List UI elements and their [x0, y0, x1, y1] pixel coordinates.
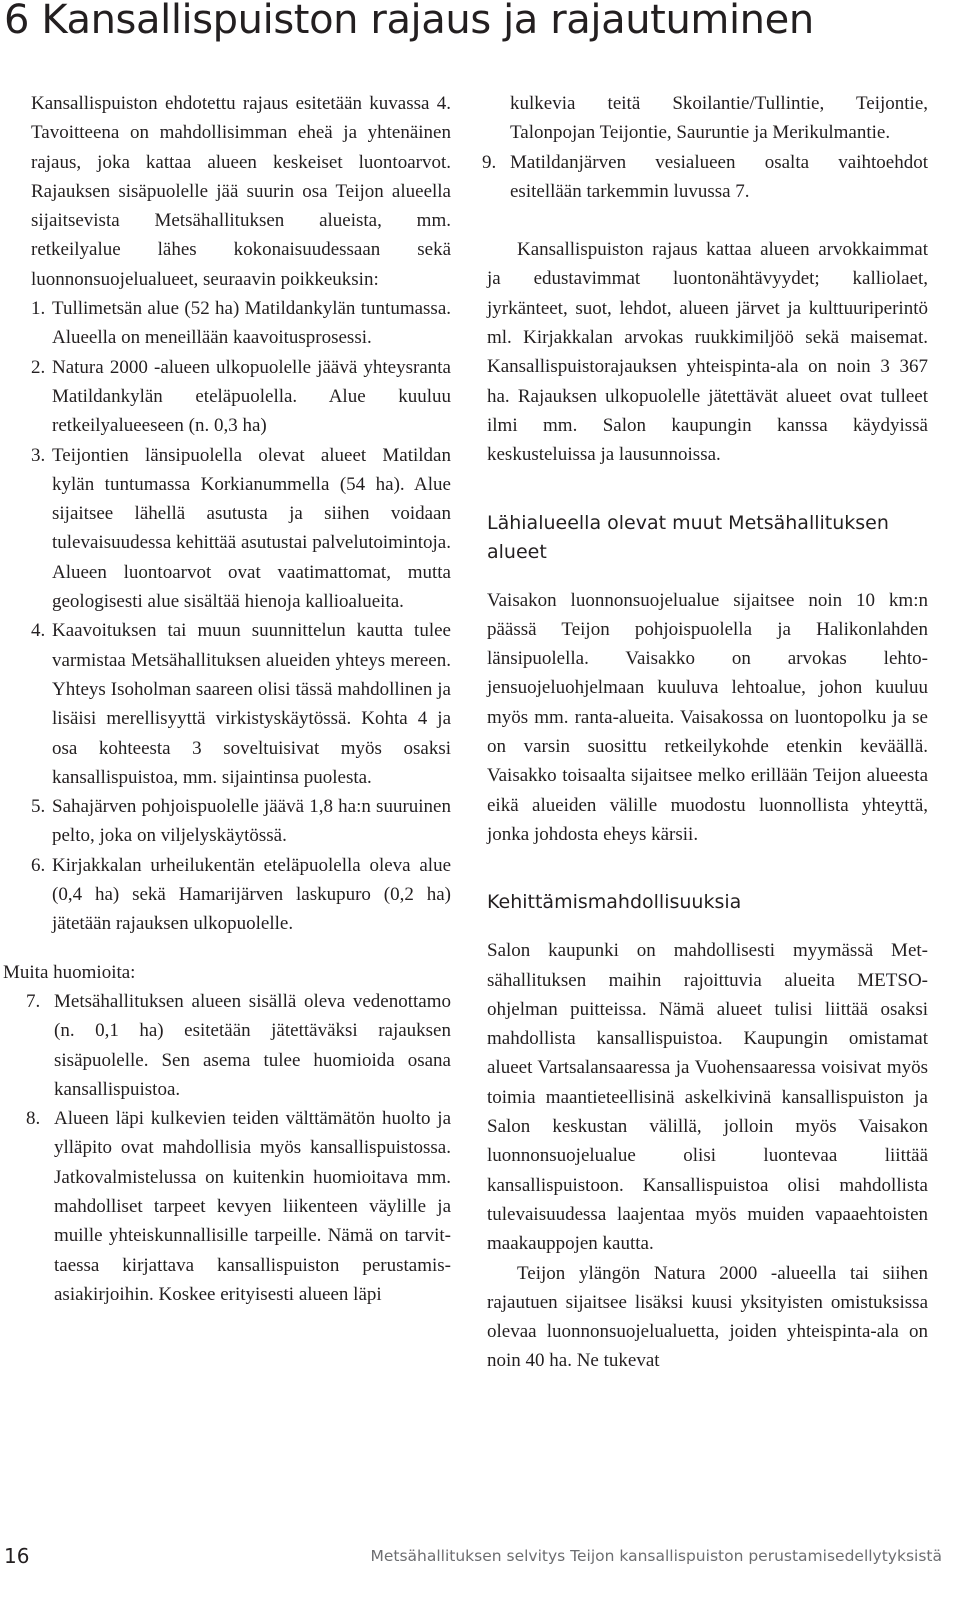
list-item: [26, 1104, 451, 1309]
list-item-number: 4.: [31, 620, 46, 642]
list-item: [31, 616, 451, 792]
other-notes-list: [26, 987, 451, 1309]
natura-paragraph: Teijon ylängön Natura 2000 -alueella tai siihen rajautuen sijaitsee lisäksi kuusi yksityisten omistuksissa olevaa luonnonsuojelualuetta, joiden yhteispinta-ala on noin 40 ha. Ne tukevat: [487, 1262, 928, 1372]
list-item-text: Tullimetsän alue (52 ha) Matildankylän tuntumassa. Alueella on meneillään kaavoitusprosessi.: [52, 298, 451, 349]
footer-divider: [0, 1538, 960, 1539]
list-item-text: Natura 2000 -alueen ulkopuolelle jäävä yhteysranta Matildankylän eteläpuolella. Alue kuuluu retkeilyalueeseen (n. 0,3 ha): [52, 356, 451, 437]
list-item-number: 2.: [31, 356, 46, 378]
list-item-text: Kaavoituksen tai muun suunnittelun kautta tulee varmistaa Metsähallituksen alueiden yhteys mereen. Yhteys Isoholman saareen olisi tässä mahdollinen ja lisäisi merellisyyttä virkistyskäytössä. Kohta 4 ja osa kohteesta 3 soveltuisivat myös osaksi kansallispuistoa, mm. sijaintinsa puolesta.: [52, 620, 451, 788]
section-heading-development: Kehittämismahdollisuuksia: [487, 891, 742, 914]
list-item-number: 9.: [482, 151, 497, 173]
list-item-text: Alueen läpi kulkevien teiden välttämätön huolto ja ylläpito ovat mahdollisia myös kansallispuistossa. Jatkovalmistelussa on kuitenkin huomioitava mm. mahdolliset tarpeet kevyen liikenteen väylille ja muille yhteiskunnallisille tarpeille. Nämä on tarvittaessa kirjattava kansallispuiston perustamisasiakirjoihin. Koskee erityisesti alueen läpi: [54, 1108, 451, 1305]
list-item: [31, 294, 451, 353]
list-item-continued: [487, 89, 928, 148]
list-item-number: 1.: [31, 298, 46, 320]
list-item-text: Matildanjärven vesialueen osalta vaihtoehdot esitellään tarkemmin luvussa 7.: [510, 151, 928, 202]
list-item-number: 8.: [26, 1108, 41, 1130]
development-paragraph: Salon kaupunki on mahdollisesti myymässä Metsähallituksen maihin rajoittuvia alueita METSO-ohjelman puitteissa. Nämä alueet tulisi liittää osaksi mahdollista kansallispuistoa. Kaupungin omistamat alueet Vartsalansaaressa ja Vuohensaaressa voisivat myös toimia maantieteellisinä askelkivinä kansallispuiston ja Salon keskustan välillä, jolloin myös Vaisakon luonnonsuojelualue olisi luontevaa liittää kansallispuistoon. Kansallispuistoa olisi mahdollista tulevaisuudessa laajentaa myös muiden vapaaehtoisten maakauppojen kautta.: [487, 940, 928, 1255]
right-column: [482, 89, 928, 1376]
boundary-paragraph: Kansallispuiston rajaus kattaa alueen arvokkaimmat ja edustavimmat luontonähtävyydet; kalliolaet, jyrkänteet, suot, lehdot, alueen järvet ja kulttuuriperintö ml. Kirjakkalan arvokas ruukkimiljöö sekä maisemat. Kansallispuistorajauksen yhteispinta-ala on noin 3 367 ha. Rajauksen ulkopuolelle jätettävät alueet ovat tulleet ilmi mm. Salon kaupungin kanssa käydyissä keskusteluissa ja lausunnoissa.: [487, 239, 928, 466]
list-item-text: Teijontien länsipuolella olevat alueet Matildan kylän tuntumassa Korkianummella (54 ha). Alue sijaitsee lähellä asutusta ja siihen voidaan tulevaisuudessa kehittää asutustai palvelutoimintoja. Alueen luontoarvot ovat vaatimattomat, mutta geologisesti alue sisältää hienoja kallioalueita.: [52, 444, 451, 613]
nearby-areas-paragraph: Vaisakon luonnonsuojelualue sijaitsee noin 10 km:n päässä Teijon pohjoispuolella ja Halikonlahden länsipuolella. Vaisakko on arvokas lehtojensuojeluohjelmaan kuuluva lehtoalue, johon kuuluu myös mm. ranta-alueita. Vaisakossa on luontopolku ja se on varsin suosittu retkeilykohde etenkin keväällä. Vaisakko toisaalta sijaitsee melko erillään Teijon alueesta eikä alueiden välille muodostu luonnollista yhteyttä, jonka johdosta eheys kärsii.: [487, 589, 928, 845]
section-heading-nearby-areas: Lähialueella olevat muut Metsähallituksen alueet: [487, 511, 889, 563]
page-number: 16: [4, 1544, 30, 1568]
list-item: [31, 792, 451, 851]
left-column: [3, 89, 451, 1309]
list-item: [31, 441, 451, 617]
list-item-text: Metsähallituksen alueen sisällä oleva vedenottamo (n. 0,1 ha) esitetään jätettäväksi rajauksen sisäpuolelle. Sen asema tulee huomioida osana kansallispuistoa.: [54, 990, 451, 1100]
other-notes-list-continued: [482, 89, 928, 206]
list-item: [26, 987, 451, 1104]
list-item-number: 7.: [26, 990, 41, 1012]
list-item-text: Kirjakkalan urheilukentän eteläpuolella oleva alue (0,4 ha) sekä Hamarijärven laskupuro (0,2 ha) jätetään rajauksen ulkopuolelle.: [52, 854, 451, 935]
list-item: [31, 353, 451, 441]
list-item-text: Sahajärven pohjoispuolelle jäävä 1,8 ha:n suuruinen pelto, joka on viljelyskäytössä.: [52, 796, 451, 847]
list-item: [31, 851, 451, 939]
list-item: [482, 148, 928, 207]
publication-title: Metsähallituksen selvitys Teijon kansallispuiston perustamisedellytyksistä: [370, 1547, 942, 1565]
list-item-number: 5.: [31, 796, 46, 818]
list-item-text: kulkevia teitä Skoilantie/Tullintie, Teijontie, Talonpojan Teijontie, Sauruntie ja Merikulmantie.: [510, 93, 928, 144]
other-notes-label: Muita huomioita:: [3, 961, 136, 983]
exclusions-list: [31, 294, 451, 939]
list-item-number: 3.: [31, 444, 46, 466]
list-item-number: 6.: [31, 854, 46, 876]
page-title: 6 Kansallispuiston rajaus ja rajautuminen: [4, 0, 814, 43]
intro-paragraph: Kansallispuiston ehdotettu rajaus esitetään kuvassa 4. Tavoitteena on mahdollisimman eheä ja yhtenäinen rajaus, joka kattaa alueen keskeiset luontoarvot. Rajauksen sisäpuolelle jää suurin osa Teijon alueella sijaitsevista Metsähallituksen alueista, mm. retkeilyalue lähes kokonaisuudessaan sekä luonnonsuojelualueet, seuraavin poikkeuksin:: [31, 93, 451, 290]
